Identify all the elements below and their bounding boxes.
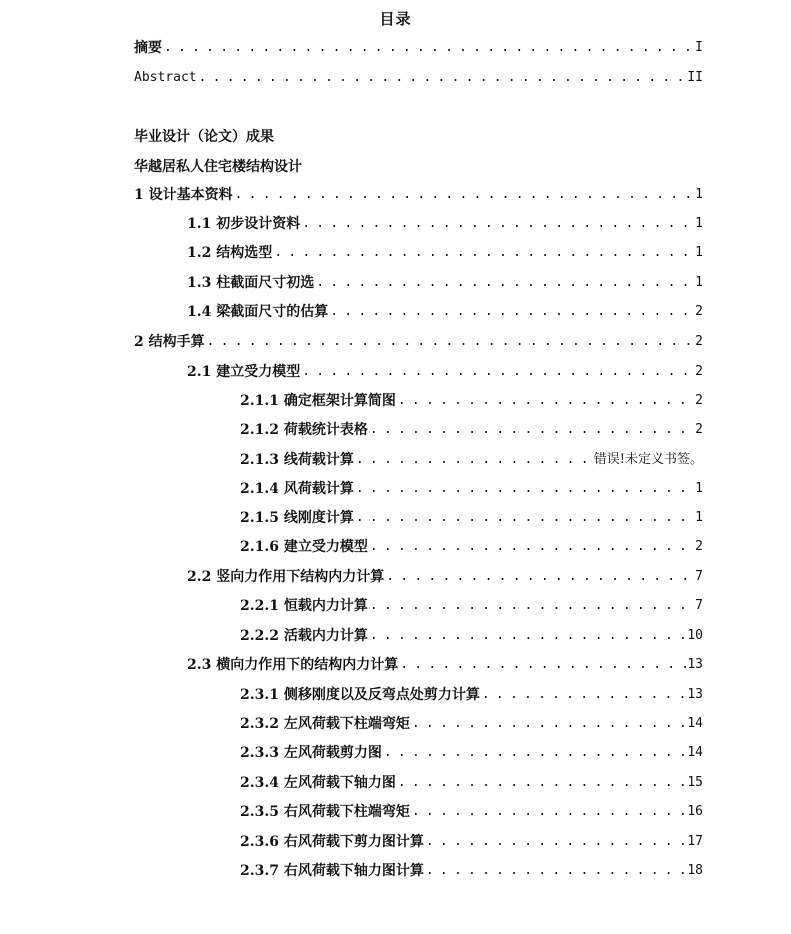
toc-entry-page: 1 [695, 187, 703, 202]
section-heading-results: 毕业设计（论文）成果 [134, 129, 274, 145]
toc-entry[interactable] [240, 626, 703, 646]
toc-entry-page: 7 [695, 598, 703, 613]
toc-entry-page: 15 [687, 775, 703, 790]
toc-entry[interactable] [240, 832, 703, 852]
toc-entry-label: 2.2 竖向力作用下结构内力计算 [187, 569, 385, 585]
dot-leader [480, 685, 687, 705]
toc-entry[interactable] [240, 479, 703, 499]
dot-leader [354, 479, 695, 499]
toc-entry-page: 1 [695, 216, 703, 231]
section-heading-project: 华越居私人住宅楼结构设计 [134, 159, 302, 175]
dot-leader [396, 773, 687, 793]
dot-leader [314, 273, 695, 293]
toc-entry[interactable] [240, 450, 703, 470]
toc-entry-label: 2.3 横向力作用下的结构内力计算 [187, 657, 399, 673]
toc-entry-page: 7 [695, 569, 703, 584]
page-title: 目录 [379, 10, 412, 28]
toc-entry-label: 2.1 建立受力模型 [187, 364, 301, 380]
toc-entry[interactable] [240, 861, 703, 881]
toc-entry-label: 2.3.1 侧移刚度以及反弯点处剪力计算 [240, 687, 480, 703]
toc-entry[interactable] [187, 362, 703, 382]
toc-entry[interactable] [187, 273, 703, 293]
toc-entry-page: 10 [687, 628, 703, 643]
dot-leader [354, 508, 695, 528]
toc-entry-label: 2.3.2 左风荷载下柱端弯矩 [240, 716, 410, 732]
toc-entry-abstract-en[interactable] [134, 68, 703, 88]
toc-entry-label: 2.3.3 左风荷载剪力图 [240, 745, 382, 761]
toc-entry-page: 13 [687, 687, 703, 702]
toc-entry-label: 2.3.7 右风荷载下轴力图计算 [240, 863, 424, 879]
toc-entry-page: 14 [687, 745, 703, 760]
toc-entry-label: 2.2.2 活载内力计算 [240, 628, 368, 644]
toc-entry-page: 2 [695, 304, 703, 319]
dot-leader [368, 626, 687, 646]
dot-leader [382, 743, 687, 763]
dot-leader [396, 391, 695, 411]
toc-entry-page: 2 [695, 393, 703, 408]
toc-entry-page: 1 [695, 275, 703, 290]
toc-entry-page: 2 [695, 539, 703, 554]
toc-entry-page: I [695, 40, 703, 55]
dot-leader [424, 832, 687, 852]
dot-leader [410, 714, 687, 734]
toc-entry-label: 1 设计基本资料 [134, 187, 233, 203]
toc-entry[interactable] [187, 243, 703, 263]
toc-entry-page-error: 错误!未定义书签。 [593, 452, 703, 467]
toc-entry-page: 1 [695, 510, 703, 525]
toc-entry-page: II [687, 70, 703, 85]
dot-leader [368, 420, 695, 440]
dot-leader [300, 362, 695, 382]
toc-entry[interactable] [134, 185, 703, 205]
toc-entry-page: 2 [695, 422, 703, 437]
toc-entry-page: 1 [695, 245, 703, 260]
dot-leader [205, 332, 696, 352]
toc-entry-label: 2.1.2 荷载统计表格 [240, 422, 368, 438]
toc-entry-page: 1 [695, 481, 703, 496]
toc-entry[interactable] [240, 537, 703, 557]
toc-entry-label: 1.3 柱截面尺寸初选 [187, 275, 315, 291]
dot-leader [424, 861, 687, 881]
toc-entry[interactable] [240, 743, 703, 763]
toc-entry-label: Abstract [134, 70, 197, 85]
dot-leader [328, 302, 695, 322]
toc-entry-label: 1.1 初步设计资料 [187, 216, 301, 232]
toc-entry[interactable] [187, 655, 703, 675]
toc-entry-page: 17 [687, 834, 703, 849]
toc-entry[interactable] [240, 596, 703, 616]
toc-entry-label: 2.3.4 左风荷载下轴力图 [240, 775, 396, 791]
toc-entry-label: 2 结构手算 [134, 334, 205, 350]
dot-leader [384, 567, 695, 587]
toc-entry[interactable] [187, 214, 703, 234]
dot-leader [272, 243, 695, 263]
toc-entry[interactable] [240, 714, 703, 734]
toc-entry-page: 13 [687, 657, 703, 672]
toc-entry-label: 2.1.1 确定框架计算简图 [240, 393, 396, 409]
dot-leader [368, 537, 695, 557]
dot-leader [368, 596, 695, 616]
toc-entry-page: 14 [687, 716, 703, 731]
toc-entry-page: 2 [695, 364, 703, 379]
toc-entry-page: 2 [695, 334, 703, 349]
toc-entry-label: 1.4 梁截面尺寸的估算 [187, 304, 329, 320]
toc-entry-page: 18 [687, 863, 703, 878]
toc-entry-label: 2.1.3 线荷载计算 [240, 452, 354, 468]
dot-leader [300, 214, 695, 234]
dot-leader [398, 655, 687, 675]
dot-leader [410, 802, 687, 822]
toc-entry-label: 2.3.5 右风荷载下柱端弯矩 [240, 804, 410, 820]
toc-entry[interactable] [240, 802, 703, 822]
dot-leader [162, 38, 695, 58]
toc-entry[interactable] [240, 420, 703, 440]
toc-entry-label: 摘要 [134, 40, 162, 56]
toc-entry-label: 2.1.6 建立受力模型 [240, 539, 368, 555]
dot-leader [197, 68, 688, 88]
toc-entry[interactable] [240, 391, 703, 411]
toc-entry-page: 16 [687, 804, 703, 819]
toc-entry[interactable] [187, 567, 703, 587]
toc-entry-label: 2.1.4 风荷载计算 [240, 481, 354, 497]
toc-entry-abstract-cn[interactable] [134, 38, 703, 58]
toc-entry-label: 2.1.5 线刚度计算 [240, 510, 354, 526]
toc-entry-label: 2.2.1 恒载内力计算 [240, 598, 368, 614]
toc-entry[interactable] [240, 508, 703, 528]
toc-entry-label: 1.2 结构选型 [187, 245, 273, 261]
toc-entry[interactable] [240, 773, 703, 793]
toc-entry[interactable] [240, 685, 703, 705]
toc-entry[interactable] [187, 302, 703, 322]
toc-entry[interactable] [134, 332, 703, 352]
dot-leader [233, 185, 696, 205]
dot-leader [354, 450, 594, 470]
toc-entry-label: 2.3.6 右风荷载下剪力图计算 [240, 834, 424, 850]
